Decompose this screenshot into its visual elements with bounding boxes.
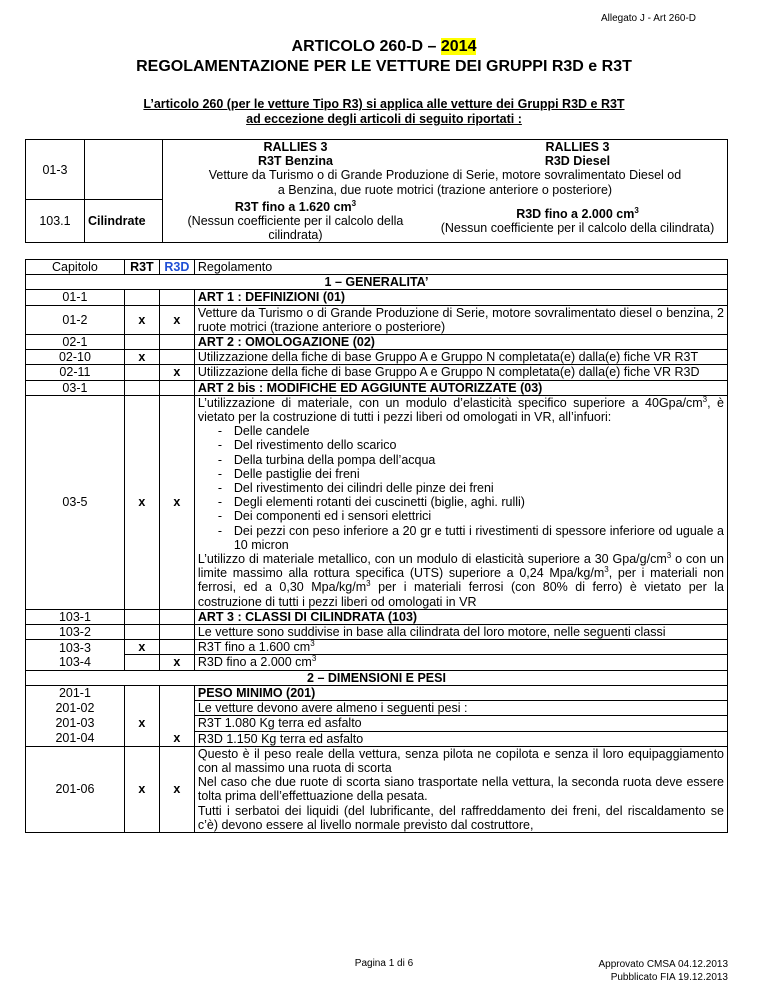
exception-item: - Della turbina della pompa dell’acqua xyxy=(218,453,724,467)
exception-item: - Dei pezzi con peso inferiore a 20 gr e tutti i rivestimenti di spessore inferiore od uguale a 10 micron xyxy=(218,524,724,552)
exception-item: - Delle candele xyxy=(218,424,724,438)
chapter-03-5: 03-5 xyxy=(26,395,125,609)
r3t-displacement: R3T fino a 1.620 $cm^3$ (Nessun coefficiente per il calcolo della cilindrata) xyxy=(162,200,428,243)
exceptions-list xyxy=(198,424,724,552)
chapter-03-1: 03-1 xyxy=(26,380,125,395)
title-year-highlight: 2014 xyxy=(440,38,477,55)
chapter-103-2: 103-2 xyxy=(26,625,125,640)
r3t-mark: x xyxy=(124,640,159,655)
r3d-fuel: R3D Diesel xyxy=(544,154,611,169)
summary-table xyxy=(25,139,728,243)
exception-item: - Del rivestimento dello scarico xyxy=(218,438,724,452)
header-regolamento: Regolamento xyxy=(194,260,727,275)
text-201-06 xyxy=(194,746,727,832)
summary-empty-cell xyxy=(84,140,162,200)
vehicle-description-line2: a Benzina, due ruote motrici (trazione anteriore o posteriore) xyxy=(277,182,613,197)
approved-date: Approvato CMSA 04.12.2013 xyxy=(598,959,728,970)
r3d-displacement: R3D fino a 2.000 $cm^3$ (Nessun coefficiente per il calcolo della cilindrata) xyxy=(428,200,728,243)
materials-intro: L’utilizzazione di materiale, con un modulo d’elasticità specifico superiore a $40Gpa/cm^3$, è vietato per la costruzione di tutti i pezzi liberi od omologati in VR, all’infuori: xyxy=(197,394,724,425)
chapter-02-10: 02-10 xyxy=(26,350,125,365)
section-generalita: 1 – GENERALITA’ xyxy=(26,275,728,290)
r3t-class-name xyxy=(162,140,428,169)
weight-definition: Questo è il peso reale della vettura, senza pilota ne copilota e senza il loro equipaggiamento con al massimo una ruota di scorta xyxy=(197,746,724,775)
text-201-04: R3D 1.150 Kg terra ed asfalto xyxy=(194,731,727,746)
published-date: Pubblicato FIA 19.12.2013 xyxy=(610,972,728,983)
r3t-fuel: R3T Benzina xyxy=(257,154,333,169)
title-prefix: ARTICOLO 260-D – xyxy=(291,38,441,55)
summary-code-103-1: 103.1 xyxy=(26,200,85,243)
r3t-displacement-note: (Nessun coefficiente per il calcolo della cilindrata) xyxy=(187,214,404,243)
chapter-201-06: 201-06 xyxy=(26,746,125,832)
section-dimensioni-pesi: 2 – DIMENSIONI E PESI xyxy=(26,670,728,685)
r3d-mark: x xyxy=(159,395,194,609)
r3t-displacement-value: R3T fino a 1.620 cm xyxy=(234,199,352,214)
chapter-201-02: 201-02 xyxy=(26,701,125,716)
header-r3t: R3T xyxy=(124,260,159,275)
vehicle-description xyxy=(162,168,727,196)
regulation-table xyxy=(25,259,728,833)
chapter-02-1: 02-1 xyxy=(26,335,125,350)
text-03-5 xyxy=(194,395,727,609)
intro-line-2: ad eccezione degli articoli di seguito riportati : xyxy=(246,112,522,126)
text-201-02: Le vetture devono avere almeno i seguenti pesi : xyxy=(194,701,727,716)
r3t-mark: x xyxy=(124,716,159,731)
chapter-103-3: 103-3 xyxy=(26,640,125,655)
art3-heading: ART 3 : CLASSI DI CILINDRATA (103) xyxy=(194,609,727,624)
exception-item: - Delle pastiglie dei freni xyxy=(218,467,724,481)
text-02-10: Utilizzazione della fiche di base Gruppo A e Gruppo N completata(e) dalla(e) fiche VR R3T xyxy=(194,350,727,365)
r3d-class-name xyxy=(428,140,728,169)
approval-info xyxy=(598,958,728,984)
r3t-mark: x xyxy=(124,746,159,832)
chapter-103-4: 103-4 xyxy=(26,655,125,670)
chapter-201-03: 201-03 xyxy=(26,716,125,731)
weight-heading: PESO MINIMO (201) xyxy=(194,685,727,700)
chapter-103-1: 103-1 xyxy=(26,609,125,624)
chapter-01-1: 01-1 xyxy=(26,290,125,305)
text-103-3: R3T fino a 1.600 $cm^3$ xyxy=(194,640,727,655)
chapter-201-04: 201-04 xyxy=(26,731,125,746)
r3d-mark: x xyxy=(159,655,194,670)
r3d-displacement-note: (Nessun coefficiente per il calcolo della cilindrata) xyxy=(440,221,715,236)
exception-item: - Del rivestimento dei cilindri delle pinze dei freni xyxy=(218,481,724,495)
metal-material-rule: L’utilizzo di materiale metallico, con un modulo di elasticità superiore a 30 Gpa/$g/cm^3$ o con un limite massimo alla rottura specifica (UTS) superiore a 0,24 Mpa/$kg/m^3$, per i materiali non ferrosi, ed a 0,30 Mpa/$kg/m^3$ per i materiali ferrosi (con 80% di ferro) è vietato per la costruzione di tutti i pezzi liberi od omologati in VR xyxy=(197,550,724,609)
text-02-11: Utilizzazione della fiche di base Gruppo A e Gruppo N completata(e) dalla(e) fiche VR R3D xyxy=(194,365,727,380)
r3t-mark: x xyxy=(124,350,159,365)
text-103-4: R3D fino a 2.000 $cm^3$ xyxy=(194,655,727,670)
r3t-mark: x xyxy=(124,395,159,609)
chapter-01-2: 01-2 xyxy=(26,305,125,334)
header-capitolo: Capitolo xyxy=(26,260,125,275)
r3d-mark: x xyxy=(159,746,194,832)
page-number: Pagina 1 di 6 xyxy=(354,958,414,969)
vehicle-description-line1: Vetture da Turismo o di Grande Produzione di Serie, motore sovralimentato Diesel od xyxy=(208,168,682,183)
header-r3d: R3D xyxy=(159,260,194,275)
art2bis-heading: ART 2 bis : MODIFICHE ED AGGIUNTE AUTORIZZATE (03) xyxy=(194,380,727,395)
r3t-rallies: RALLIES 3 xyxy=(263,140,328,154)
spare-wheel-rule: Nel caso che due ruote di scorta siano trasportate nella vettura, la seconda ruota deve essere tolta prima dell’effettuazione della pesata. xyxy=(197,775,724,804)
fluid-tanks-rule: Tutti i serbatoi dei liquidi (del lubrificante, del raffreddamento dei freni, del riscaldamento se c’è) devono essere al livello normale previsto dal costruttore, xyxy=(197,803,724,832)
text-103-2: Le vetture sono suddivise in base alla cilindrata del loro motore, nelle seguenti classi xyxy=(194,625,727,640)
art1-heading: ART 1 : DEFINIZIONI (01) xyxy=(194,290,727,305)
r3d-mark: x xyxy=(159,305,194,334)
exception-item: - Dei componenti ed i sensori elettrici xyxy=(218,509,724,523)
summary-code-01-3: 01-3 xyxy=(26,140,85,200)
text-201-03: R3T 1.080 Kg terra ed asfalto xyxy=(194,716,727,731)
r3d-rallies: RALLIES 3 xyxy=(545,140,610,154)
r3t-mark: x xyxy=(124,305,159,334)
exception-item: - Degli elementi rotanti dei cuscinetti (biglie, aghi. rulli) xyxy=(218,495,724,509)
r3d-displacement-value: R3D fino a 2.000 cm xyxy=(516,206,635,221)
intro-line-1: L’articolo 260 (per le vetture Tipo R3) si applica alle vetture dei Gruppi R3D e R3T xyxy=(143,97,625,111)
text-01-2: Vetture da Turismo o di Grande Produzione di Serie, motore sovralimentato diesel o benzina, 2 ruote motrici (trazione anteriore o posteriore) xyxy=(194,305,727,334)
art2-heading: ART 2 : OMOLOGAZIONE (02) xyxy=(194,335,727,350)
page-subtitle-title: REGOLAMENTAZIONE PER LE VETTURE DEI GRUPPI R3D e R3T xyxy=(136,58,632,75)
r3d-mark: x xyxy=(159,731,194,746)
r3d-mark: x xyxy=(159,365,194,380)
summary-label-cilindrate: Cilindrate xyxy=(84,200,162,243)
intro-note xyxy=(0,97,768,127)
chapter-02-11: 02-11 xyxy=(26,365,125,380)
chapter-201-1: 201-1 xyxy=(26,685,125,700)
document-code: Allegato J - Art 260-D xyxy=(600,13,696,24)
page-title xyxy=(0,38,768,56)
